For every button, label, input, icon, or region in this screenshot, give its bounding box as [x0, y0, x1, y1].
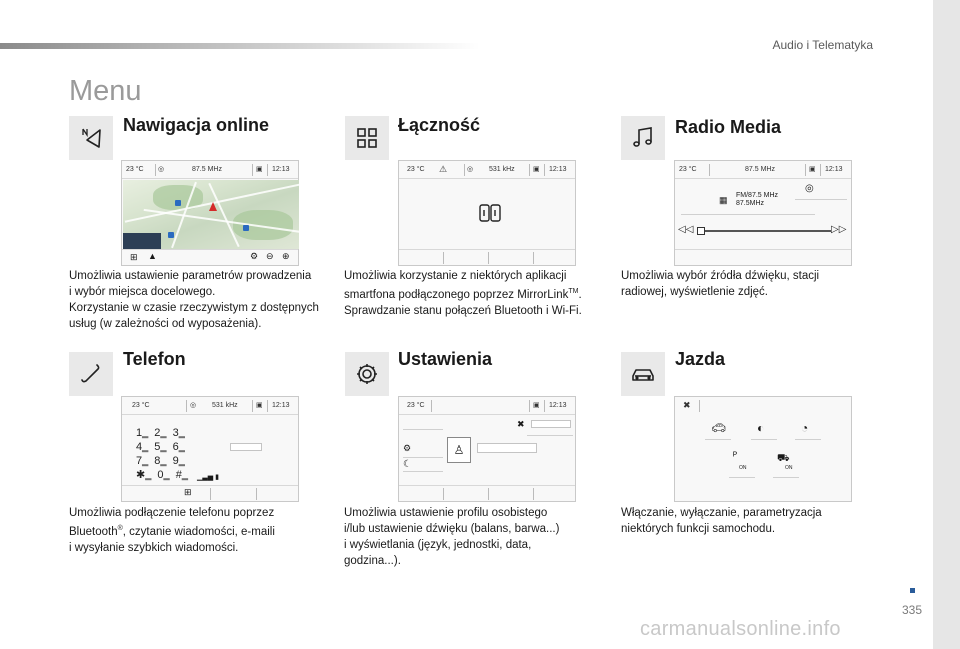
drive-func-5-icon: ⛟: [777, 453, 790, 464]
radio-time: 12:13: [825, 166, 843, 173]
nav-screen: [121, 160, 299, 266]
conn-bottom-bar: [399, 249, 575, 265]
radio-description: Umożliwia wybór źródła dźwięku, stacji radiowej, wyświetlenie zdjęć.: [621, 270, 820, 298]
music-note-icon: [621, 116, 665, 160]
drive-status-bar: [675, 397, 851, 415]
radio-station-icon: ▦: [719, 195, 728, 205]
seek-back-icon: ◁◁: [678, 224, 694, 235]
section-label: Audio i Telematyka: [772, 38, 873, 52]
drive-func-4-icon: ᴾ: [733, 451, 738, 462]
conn-status-bar: [399, 161, 575, 179]
nav-time: 12:13: [272, 166, 290, 173]
settings-sound-icon: ⚙: [403, 443, 412, 453]
phone-signal-icon: ◎: [190, 402, 197, 409]
conn-freq: 531 kHz: [489, 166, 515, 173]
drive-heading: Jazda: [675, 349, 726, 369]
phone-media-icon: ▣: [256, 402, 263, 409]
phone-time: 12:13: [272, 402, 290, 409]
settings-night-icon: ☾: [403, 459, 412, 470]
conn-temp: 23 °C: [407, 166, 425, 173]
drive-func-3-icon: ◔: [801, 421, 809, 435]
nav-status-bar: [122, 161, 298, 179]
nav-temp: 23 °C: [126, 166, 144, 173]
radio-heading: Radio Media: [675, 117, 782, 137]
zoom-in-icon: ⊕: [282, 251, 290, 261]
nav-map: [123, 180, 299, 249]
phone-heading: Telefon: [123, 349, 186, 369]
navigation-arrow-icon: [69, 116, 113, 160]
radio-media-icon: ▣: [809, 166, 816, 173]
nav-bottom-bar: [122, 249, 298, 265]
conn-heading: Łączność: [398, 115, 481, 135]
settings-temp: 23 °C: [407, 402, 425, 409]
drive-func-1-icon: 🚗︎: [711, 421, 727, 435]
drive-func-2-icon: ◐: [757, 421, 765, 435]
radio-seek-bar: [697, 230, 831, 232]
nav-info-box: [123, 233, 161, 249]
radio-station-info: FM/87.5 MHz 87.5MHz: [736, 192, 779, 207]
phone-number-field: [230, 443, 262, 451]
nav-freq: 87.5 MHz: [192, 166, 222, 173]
grid-apps-icon: [345, 116, 389, 160]
phone-bottom-bar: [122, 485, 298, 501]
settings-field-1: [531, 420, 571, 428]
warning-icon: ⚠: [439, 164, 448, 174]
nav-menu-icon: ⊞: [130, 252, 138, 262]
settings-bottom-bar: [399, 485, 575, 501]
radio-freq: 87.5 MHz: [745, 166, 775, 173]
radio-seek-handle: [697, 227, 705, 235]
drive-func-4-on: ON: [739, 465, 747, 471]
nav-compass-icon: ▲: [148, 251, 157, 261]
nav-settings-icon: ⚙: [250, 251, 259, 261]
settings-heading: Ustawienia: [398, 349, 493, 369]
gear-icon: [345, 352, 389, 396]
conn-time: 12:13: [549, 166, 567, 173]
settings-status-bar: [399, 397, 575, 415]
radio-temp: 23 °C: [679, 166, 697, 173]
zoom-out-icon: ⊖: [266, 251, 274, 261]
phone-screen: [121, 396, 299, 502]
conn-media-icon: ▣: [533, 166, 540, 173]
page-number: 335: [902, 603, 923, 617]
settings-screen: [398, 396, 576, 502]
drive-description: Włączanie, wyłączanie, parametryzacja niektórych funkcji samochodu.: [621, 507, 822, 535]
page-title: Menu: [69, 75, 142, 107]
settings-media-icon: ▣: [533, 402, 540, 409]
radio-signal-icon: ◎: [805, 183, 814, 194]
conn-description: Umożliwia korzystanie z niektórych aplikacji smartfona podłączonego poprzez MirrorLink™. Sprawdzanie stanu połączeń Bluetooth i Wi-Fi.: [344, 270, 582, 317]
nav-signal-icon: ◎: [158, 166, 165, 173]
watermark: carmanualsonline.info: [640, 618, 841, 640]
header-gradient-bar: [0, 43, 480, 49]
nav-heading: Nawigacja online: [123, 115, 270, 135]
drive-screen: [674, 396, 852, 502]
settings-profile-icon: ♙: [447, 437, 471, 463]
radio-status-bar: [675, 161, 851, 179]
conn-signal-icon: ◎: [467, 166, 474, 173]
phone-keypad: 1‗ 2‗ 3‗ 4‗ 5‗ 6‗ 7‗ 8‗ 9‗ ✱‗ 0‗ #‗: [136, 427, 188, 481]
settings-description: Umożliwia ustawienie profilu osobistego i/lub ustawienie dźwięku (balans, barwa...) i wyświetlania (język, jednostki, data, godzina...).: [344, 507, 560, 567]
phone-contacts-icon: ⊞: [184, 487, 192, 497]
settings-time: 12:13: [549, 402, 567, 409]
phone-freq: 531 kHz: [212, 402, 238, 409]
settings-close-icon: ✖: [517, 419, 525, 429]
mirrorlink-icon: [477, 201, 503, 232]
phone-description: Umożliwia podłączenie telefonu poprzez Bluetooth®, czytanie wiadomości, e-maili i wysyłanie szybkich wiadomości.: [69, 507, 275, 554]
phone-temp: 23 °C: [132, 402, 150, 409]
radio-screen: [674, 160, 852, 266]
nav-media-icon: ▣: [256, 166, 263, 173]
drive-close-icon: ✖: [683, 400, 691, 410]
radio-bottom-bar: [675, 249, 851, 265]
drive-func-5-on: ON: [785, 465, 793, 471]
phone-handset-icon: [69, 352, 113, 396]
phone-bars-icon: ▁▃▅ ▮: [197, 474, 219, 481]
page-marker: [910, 588, 915, 593]
car-icon: [621, 352, 665, 396]
nav-description: Umożliwia ustawienie parametrów prowadzenia i wybór miejsca docelowego. Korzystanie w czasie rzeczywistym z dostępnych usług (w zależności od wyposażenia).: [69, 270, 319, 330]
settings-field-2: [477, 443, 537, 453]
phone-status-bar: [122, 397, 298, 415]
conn-screen: [398, 160, 576, 266]
seek-forward-icon: ▷▷: [831, 224, 847, 235]
nav-position-marker: [209, 202, 217, 211]
page-edge-band: [933, 0, 960, 649]
